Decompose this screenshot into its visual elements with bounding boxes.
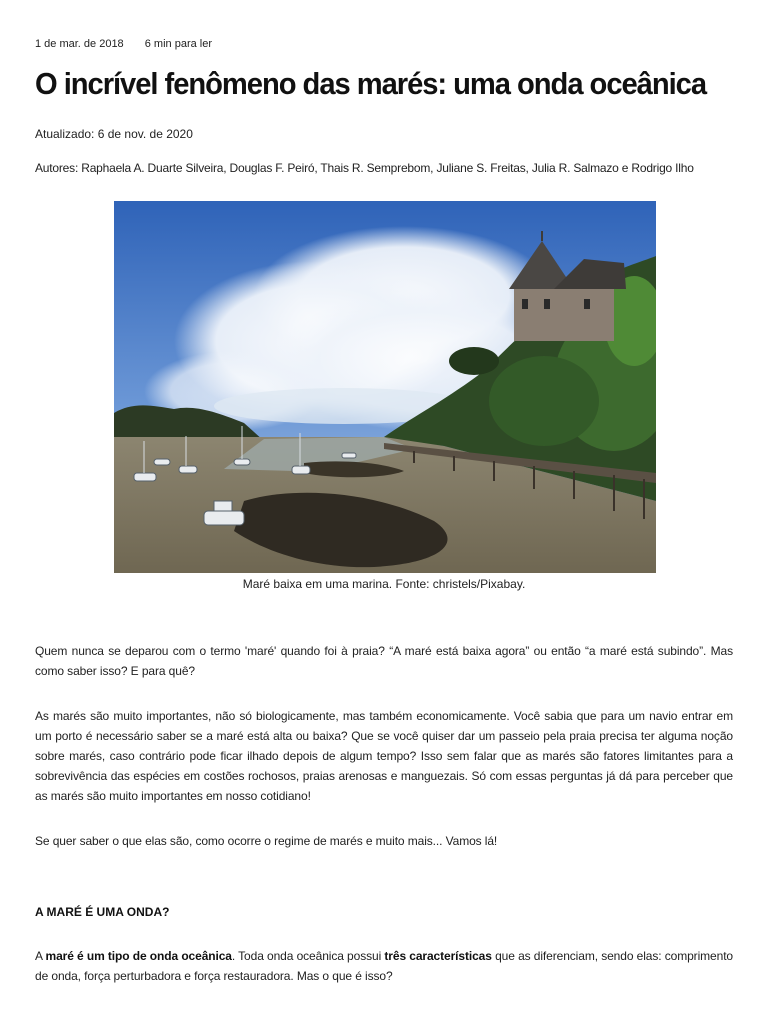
post-meta <box>35 38 212 50</box>
page-title: O incrível fenômeno das marés: uma onda oceânica <box>35 66 707 101</box>
paragraph-lets-go: Se quer saber o que elas são, como ocorre o regime de marés e muito mais... Vamos lá! <box>35 834 498 848</box>
authors-line: Autores: Raphaela A. Duarte Silveira, Douglas F. Peiró, Thais R. Semprebom, Juliane S. Freitas, Julia R. Salmazo e Rodrigo Ilho <box>35 161 694 175</box>
text-run: . Toda onda oceânica possui <box>231 949 385 963</box>
paragraph-intro: Quem nunca se deparou com o termo 'maré' quando foi à praia? “A maré está baixa agora” ou então “a maré está subindo”. Mas como saber isso? E para quê? <box>35 644 733 678</box>
text-run: que as diferenciam, sendo elas: comprimento de onda, força perturbadora e força restauradora. Mas o que é isso? <box>35 949 733 983</box>
paragraph-wave <box>35 946 733 986</box>
image-caption: Maré baixa em uma marina. Fonte: christels/Pixabay. <box>242 577 526 591</box>
post-date: 1 de mar. de 2018 <box>35 38 124 50</box>
paragraph-importance: As marés são muito importantes, não só biologicamente, mas também economicamente. Você sabia que para um navio entrar em um porto é necessário saber se a maré está alta ou baixa? Que se você quiser dar um passeio pela praia precisa ter alguma noção sobre marés, caso contrário pode ficar ilhado depois de algum tempo? Isso sem falar que as marés são fatores limitantes para a sobrevivência das espécies em costões rochosos, praias arenosas e manguezais. Só com essas perguntas já dá para perceber que as marés são muito importantes em nosso cotidiano! <box>35 709 733 803</box>
bold-text: três características <box>384 949 492 963</box>
read-time: 6 min para ler <box>144 38 213 50</box>
bold-text: maré é um tipo de onda oceânica <box>45 949 232 963</box>
updated-date: Atualizado: 6 de nov. de 2020 <box>35 127 193 141</box>
text-run: A <box>35 949 46 963</box>
section-heading: A MARÉ É UMA ONDA? <box>35 905 170 919</box>
article-image <box>114 201 656 573</box>
